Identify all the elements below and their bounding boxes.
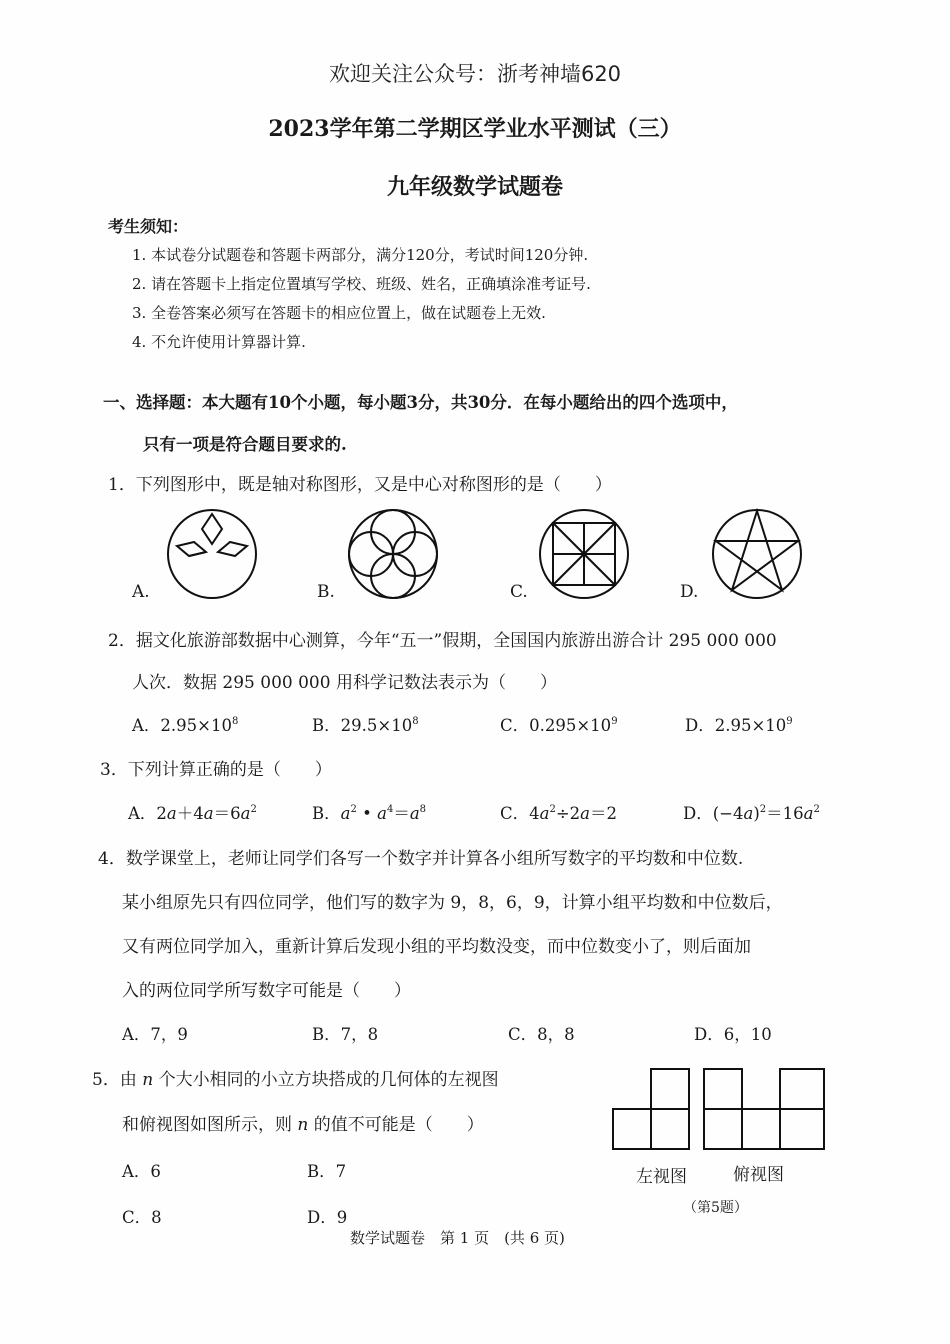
notice-item: 2. 请在答题卡上指定位置填写学校、班级、姓名，正确填涂准考证号.	[132, 275, 591, 293]
q3-option-b: B．$a^2$ • $a^4=a^8$	[312, 804, 427, 823]
q2-option-c: C．$0.295\times 10^9$	[500, 716, 618, 735]
q5-stem-line2: 和俯视图如图所示，则 n 的值不可能是（ ）	[122, 1115, 484, 1135]
q1-figure-b	[343, 508, 443, 600]
q1-option-d-label: D.	[680, 582, 699, 602]
q5-left-view-label: 左视图	[636, 1167, 687, 1187]
q1-option-a-label: A.	[132, 582, 150, 602]
q4-option-a: A．7，9	[122, 1025, 188, 1044]
q5-option-c: C．8	[122, 1208, 162, 1227]
exam-title: 2023学年第二学期区学业水平测试（三）	[268, 116, 682, 142]
q5-stem-line1: 5．由 n 个大小相同的小立方块搭成的几何体的左视图	[92, 1070, 499, 1090]
q2-option-d: D．$2.95\times 10^9$	[685, 716, 793, 735]
section-heading-cont: 只有一项是符合题目要求的.	[143, 435, 347, 454]
q4-option-b: B．7，8	[312, 1025, 379, 1044]
q2-option-b: B．$29.5\times 10^8$	[312, 716, 419, 735]
notice-heading: 考生须知：	[108, 217, 189, 236]
q5-view-figures	[610, 1066, 830, 1152]
q2-stem-line2: 人次．数据 295 000 000 用科学记数法表示为（ ）	[132, 673, 557, 693]
q1-figure-a	[160, 508, 270, 600]
q3-stem: 3．下列计算正确的是（ ）	[100, 760, 332, 780]
q4-stem-line: 4．数学课堂上，老师让同学们各写一个数字并计算各小组所写数字的平均数和中位数.	[98, 849, 744, 869]
q5-top-view-label: 俯视图	[733, 1165, 784, 1185]
section-heading: 一、选择题：本大题有10个小题，每小题3分，共30分．在每小题给出的四个选项中，	[103, 393, 738, 412]
q3-option-d: D．$(-4a)^2=16a^2$	[683, 804, 820, 823]
q3-option-a: A．$2a+4a=6a^2$	[128, 804, 257, 823]
q4-stem-line: 某小组原先只有四位同学，他们写的数字为 9，8，6，9，计算小组平均数和中位数后，	[122, 893, 783, 913]
q1-figure-c	[534, 508, 634, 600]
q4-option-d: D．6，10	[694, 1025, 772, 1044]
q5-option-a: A．6	[122, 1162, 161, 1181]
q1-figure-d	[707, 508, 807, 600]
watermark-banner: 欢迎关注公众号：浙考神墙620	[328, 62, 622, 86]
notice-item: 1. 本试卷分试题卷和答题卡两部分，满分120分，考试时间120分钟.	[132, 246, 589, 264]
notice-item: 4. 不允许使用计算器计算.	[132, 333, 306, 351]
q2-stem-line1: 2．据文化旅游部数据中心测算，今年“五一”假期，全国国内旅游出游合计 295 000 000	[108, 631, 777, 651]
q3-option-c: C．$4a^2\div 2a=2$	[500, 804, 618, 823]
q5-figure-caption: （第5题）	[683, 1200, 748, 1216]
q1-option-b-label: B.	[317, 582, 335, 602]
q4-stem-line: 又有两位同学加入，重新计算后发现小组的平均数没变，而中位数变小了，则后面加	[122, 937, 751, 957]
q1-option-c-label: C.	[510, 582, 528, 602]
q1-stem: 1．下列图形中，既是轴对称图形，又是中心对称图形的是（ ）	[108, 475, 612, 495]
q5-option-d: D．9	[307, 1208, 348, 1227]
q4-option-c: C．8，8	[508, 1025, 575, 1044]
q2-option-a: A．$2.95\times 10^8$	[132, 716, 239, 735]
q4-stem-line: 入的两位同学所写数字可能是（ ）	[122, 981, 411, 1001]
exam-subtitle: 九年级数学试题卷	[386, 174, 563, 200]
q5-option-b: B．7	[307, 1162, 347, 1181]
page-footer: 数学试题卷 第 1 页 (共 6 页)	[350, 1229, 565, 1247]
notice-item: 3. 全卷答案必须写在答题卡的相应位置上，做在试题卷上无效.	[132, 304, 546, 322]
